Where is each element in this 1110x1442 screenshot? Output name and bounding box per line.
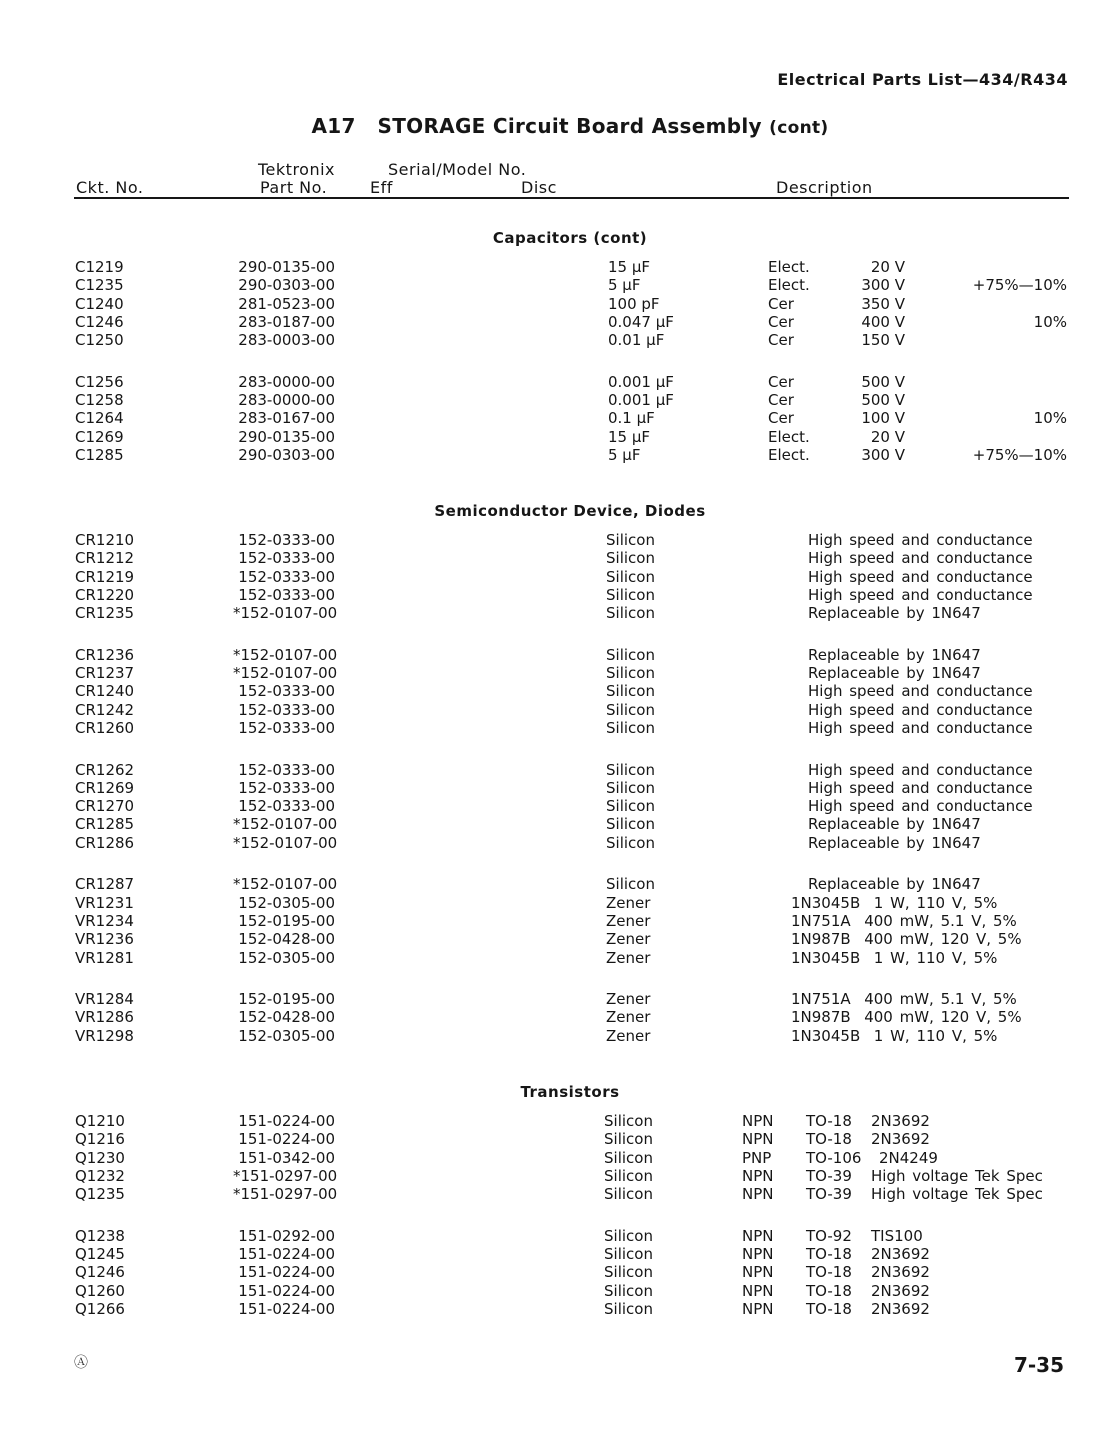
part-no: 151-0224-00 (238, 1130, 335, 1148)
transistor-package: TO-92 (806, 1227, 852, 1245)
ckt-no: CR1242 (75, 701, 135, 719)
device-material: Zener (606, 949, 651, 967)
device-material: Silicon (606, 549, 655, 567)
device-material: Zener (606, 1027, 651, 1045)
transistor-package: TO-18 (806, 1300, 852, 1318)
part-no: 152-0428-00 (238, 1008, 335, 1026)
ckt-no: VR1286 (75, 1008, 134, 1026)
device-material: Silicon (606, 834, 655, 852)
device-material: Silicon (606, 646, 655, 664)
part-no: 283-0003-00 (238, 331, 335, 349)
cap-voltage: 500 V (861, 373, 905, 391)
device-description: Replaceable by 1N647 (808, 664, 981, 682)
transistor-description: 2N3692 (871, 1263, 930, 1281)
device-material: Silicon (604, 1227, 653, 1245)
ckt-no: VR1298 (75, 1027, 134, 1045)
title-main: A17 STORAGE Circuit Board Assembly (311, 114, 762, 138)
part-no: *152-0107-00 (233, 834, 338, 852)
device-material: Silicon (604, 1245, 653, 1263)
device-material: Silicon (606, 779, 655, 797)
ckt-no: CR1235 (75, 604, 135, 622)
cap-value: 0.001 μF (608, 391, 674, 409)
part-no: *152-0107-00 (233, 875, 338, 893)
part-no: 283-0187-00 (238, 313, 335, 331)
ckt-no: CR1262 (75, 761, 135, 779)
device-description: High speed and conductance (808, 719, 1033, 737)
device-material: Silicon (606, 701, 655, 719)
part-no: 152-0333-00 (238, 797, 335, 815)
device-material: Silicon (606, 875, 655, 893)
transistor-description: 2N3692 (871, 1245, 930, 1263)
transistor-description: 2N3692 (871, 1112, 930, 1130)
part-no: 152-0305-00 (238, 949, 335, 967)
transistor-description: 2N3692 (871, 1300, 930, 1318)
ckt-no: C1258 (75, 391, 124, 409)
ckt-no: Q1238 (75, 1227, 125, 1245)
cap-voltage: 500 V (861, 391, 905, 409)
page-number: 7-35 (1013, 1353, 1064, 1377)
ckt-no: CR1220 (75, 586, 135, 604)
device-material: Silicon (604, 1300, 653, 1318)
section-title: Semiconductor Device, Diodes (434, 502, 706, 520)
device-material: Silicon (606, 797, 655, 815)
transistor-package: TO-18 (806, 1263, 852, 1281)
cap-value: 0.01 μF (608, 331, 665, 349)
cap-tolerance: 10% (1033, 409, 1067, 427)
part-no: *152-0107-00 (233, 604, 338, 622)
transistor-package: TO-18 (806, 1112, 852, 1130)
ckt-no: CR1269 (75, 779, 135, 797)
cap-value: 15 μF (608, 428, 651, 446)
device-material: Silicon (606, 568, 655, 586)
device-description: 1N3045B 1 W, 110 V, 5% (791, 949, 998, 967)
page-title (0, 114, 1110, 138)
device-material: Silicon (606, 604, 655, 622)
cap-value: 5 μF (608, 276, 641, 294)
cap-tolerance: +75%—10% (972, 446, 1067, 464)
device-description: High speed and conductance (808, 586, 1033, 604)
part-no: 290-0303-00 (238, 276, 335, 294)
device-material: Silicon (606, 761, 655, 779)
transistor-description: TIS100 (871, 1227, 923, 1245)
part-no: 152-0305-00 (238, 894, 335, 912)
transistor-polarity: NPN (742, 1282, 774, 1300)
title-suffix: (cont) (769, 118, 829, 138)
ckt-no: CR1260 (75, 719, 135, 737)
transistor-polarity: NPN (742, 1167, 774, 1185)
device-description: High speed and conductance (808, 568, 1033, 586)
part-no: 151-0292-00 (238, 1227, 335, 1245)
transistor-description: 2N3692 (871, 1130, 930, 1148)
device-material: Silicon (606, 586, 655, 604)
part-no: 151-0224-00 (238, 1245, 335, 1263)
transistor-package: TO-39 (806, 1185, 852, 1203)
ckt-no: VR1281 (75, 949, 134, 967)
ckt-no: Q1260 (75, 1282, 125, 1300)
transistor-description: High voltage Tek Spec (871, 1167, 1043, 1185)
ckt-no: Q1245 (75, 1245, 125, 1263)
part-no: 151-0224-00 (238, 1263, 335, 1281)
cap-value: 0.001 μF (608, 373, 674, 391)
device-description: High speed and conductance (808, 549, 1033, 567)
device-material: Zener (606, 912, 651, 930)
col-tektronix: Tektronix (258, 160, 336, 179)
transistor-polarity: NPN (742, 1185, 774, 1203)
cap-voltage: 20 V (870, 258, 905, 276)
part-no: 152-0333-00 (238, 568, 335, 586)
cap-value: 15 μF (608, 258, 651, 276)
col-serial-model: Serial/Model No. (388, 160, 527, 179)
part-no: *152-0107-00 (233, 815, 338, 833)
ckt-no: C1246 (75, 313, 124, 331)
device-material: Silicon (604, 1263, 653, 1281)
ckt-no: VR1231 (75, 894, 134, 912)
transistor-polarity: NPN (742, 1112, 774, 1130)
part-no: *152-0107-00 (233, 664, 338, 682)
ckt-no: Q1210 (75, 1112, 125, 1130)
ckt-no: CR1212 (75, 549, 135, 567)
ckt-no: Q1232 (75, 1167, 125, 1185)
cap-type: Cer (768, 373, 794, 391)
ckt-no: C1235 (75, 276, 124, 294)
cap-tolerance: +75%—10% (972, 276, 1067, 294)
tektronix-logo-icon: Ⓐ (74, 1355, 88, 1371)
transistor-polarity: NPN (742, 1245, 774, 1263)
transistor-polarity: NPN (742, 1227, 774, 1245)
col-eff: Eff (370, 178, 393, 197)
part-no: 151-0224-00 (238, 1300, 335, 1318)
part-no: 152-0305-00 (238, 1027, 335, 1045)
transistor-description: 2N3692 (871, 1282, 930, 1300)
part-no: 151-0342-00 (238, 1149, 335, 1167)
ckt-no: Q1230 (75, 1149, 125, 1167)
cap-type: Elect. (768, 258, 810, 276)
ckt-no: Q1216 (75, 1130, 125, 1148)
header-rule (74, 197, 1069, 199)
transistor-polarity: NPN (742, 1130, 774, 1148)
cap-voltage: 150 V (861, 331, 905, 349)
cap-type: Elect. (768, 446, 810, 464)
device-material: Zener (606, 930, 651, 948)
ckt-no: VR1236 (75, 930, 134, 948)
cap-value: 100 pF (608, 295, 660, 313)
part-no: 152-0195-00 (238, 990, 335, 1008)
transistor-package: TO-106 (806, 1149, 862, 1167)
part-no: 151-0224-00 (238, 1112, 335, 1130)
device-material: Silicon (604, 1149, 653, 1167)
ckt-no: CR1237 (75, 664, 135, 682)
cap-type: Cer (768, 313, 794, 331)
part-no: 290-0135-00 (238, 428, 335, 446)
part-no: *151-0297-00 (233, 1167, 338, 1185)
ckt-no: C1219 (75, 258, 124, 276)
transistor-package: TO-18 (806, 1282, 852, 1300)
cap-type: Cer (768, 331, 794, 349)
part-no: 151-0224-00 (238, 1282, 335, 1300)
device-description: 1N3045B 1 W, 110 V, 5% (791, 894, 998, 912)
section-title: Transistors (520, 1083, 620, 1101)
device-material: Zener (606, 1008, 651, 1026)
part-no: 152-0333-00 (238, 779, 335, 797)
col-description: Description (776, 178, 873, 197)
transistor-polarity: PNP (742, 1149, 772, 1167)
ckt-no: CR1286 (75, 834, 135, 852)
device-description: High speed and conductance (808, 531, 1033, 549)
cap-value: 0.1 μF (608, 409, 655, 427)
part-no: 290-0135-00 (238, 258, 335, 276)
part-no: 152-0195-00 (238, 912, 335, 930)
part-no: 152-0333-00 (238, 701, 335, 719)
device-material: Silicon (604, 1185, 653, 1203)
ckt-no: CR1285 (75, 815, 135, 833)
device-material: Silicon (606, 719, 655, 737)
col-part-no: Part No. (260, 178, 328, 197)
ckt-no: C1250 (75, 331, 124, 349)
cap-type: Cer (768, 391, 794, 409)
transistor-description: 2N4249 (879, 1149, 938, 1167)
cap-voltage: 100 V (861, 409, 905, 427)
transistor-description: High voltage Tek Spec (871, 1185, 1043, 1203)
col-ckt-no: Ckt. No. (76, 178, 144, 197)
ckt-no: C1269 (75, 428, 124, 446)
device-description: Replaceable by 1N647 (808, 834, 981, 852)
part-no: 152-0333-00 (238, 549, 335, 567)
transistor-polarity: NPN (742, 1300, 774, 1318)
device-description: Replaceable by 1N647 (808, 646, 981, 664)
transistor-polarity: NPN (742, 1263, 774, 1281)
part-no: 152-0333-00 (238, 719, 335, 737)
device-description: Replaceable by 1N647 (808, 875, 981, 893)
part-no: 152-0428-00 (238, 930, 335, 948)
device-material: Zener (606, 990, 651, 1008)
transistor-package: TO-18 (806, 1245, 852, 1263)
running-title: Electrical Parts List—434/R434 (777, 70, 1068, 89)
cap-voltage: 300 V (861, 276, 905, 294)
ckt-no: VR1234 (75, 912, 134, 930)
device-description: High speed and conductance (808, 797, 1033, 815)
part-no: 290-0303-00 (238, 446, 335, 464)
ckt-no: CR1236 (75, 646, 135, 664)
ckt-no: CR1219 (75, 568, 135, 586)
device-material: Silicon (604, 1130, 653, 1148)
ckt-no: Q1266 (75, 1300, 125, 1318)
device-description: 1N3045B 1 W, 110 V, 5% (791, 1027, 998, 1045)
ckt-no: C1256 (75, 373, 124, 391)
cap-value: 0.047 μF (608, 313, 674, 331)
part-no: 283-0000-00 (238, 391, 335, 409)
part-no: 283-0000-00 (238, 373, 335, 391)
ckt-no: Q1246 (75, 1263, 125, 1281)
part-no: *151-0297-00 (233, 1185, 338, 1203)
device-description: 1N987B 400 mW, 120 V, 5% (791, 1008, 1022, 1026)
device-material: Silicon (604, 1282, 653, 1300)
part-no: 152-0333-00 (238, 761, 335, 779)
cap-voltage: 20 V (870, 428, 905, 446)
part-no: 281-0523-00 (238, 295, 335, 313)
ckt-no: VR1284 (75, 990, 134, 1008)
cap-tolerance: 10% (1033, 313, 1067, 331)
part-no: 152-0333-00 (238, 531, 335, 549)
transistor-package: TO-18 (806, 1130, 852, 1148)
device-description: 1N751A 400 mW, 5.1 V, 5% (791, 990, 1017, 1008)
device-material: Silicon (606, 815, 655, 833)
transistor-package: TO-39 (806, 1167, 852, 1185)
part-no: 152-0333-00 (238, 682, 335, 700)
ckt-no: CR1210 (75, 531, 135, 549)
cap-voltage: 350 V (861, 295, 905, 313)
device-description: 1N987B 400 mW, 120 V, 5% (791, 930, 1022, 948)
device-description: High speed and conductance (808, 682, 1033, 700)
cap-type: Elect. (768, 428, 810, 446)
device-description: Replaceable by 1N647 (808, 604, 981, 622)
cap-type: Cer (768, 295, 794, 313)
part-no: 152-0333-00 (238, 586, 335, 604)
part-no: *152-0107-00 (233, 646, 338, 664)
section-title: Capacitors (cont) (492, 229, 648, 247)
cap-type: Elect. (768, 276, 810, 294)
device-material: Zener (606, 894, 651, 912)
ckt-no: C1240 (75, 295, 124, 313)
cap-value: 5 μF (608, 446, 641, 464)
device-description: High speed and conductance (808, 701, 1033, 719)
ckt-no: C1264 (75, 409, 124, 427)
device-material: Silicon (606, 531, 655, 549)
device-material: Silicon (606, 682, 655, 700)
cap-voltage: 300 V (861, 446, 905, 464)
device-material: Silicon (604, 1112, 653, 1130)
device-material: Silicon (604, 1167, 653, 1185)
device-description: High speed and conductance (808, 761, 1033, 779)
ckt-no: CR1287 (75, 875, 135, 893)
device-description: Replaceable by 1N647 (808, 815, 981, 833)
cap-voltage: 400 V (861, 313, 905, 331)
device-description: High speed and conductance (808, 779, 1033, 797)
ckt-no: Q1235 (75, 1185, 125, 1203)
device-description: 1N751A 400 mW, 5.1 V, 5% (791, 912, 1017, 930)
part-no: 283-0167-00 (238, 409, 335, 427)
ckt-no: CR1270 (75, 797, 135, 815)
device-material: Silicon (606, 664, 655, 682)
cap-type: Cer (768, 409, 794, 427)
ckt-no: C1285 (75, 446, 124, 464)
ckt-no: CR1240 (75, 682, 135, 700)
col-disc: Disc (521, 178, 557, 197)
